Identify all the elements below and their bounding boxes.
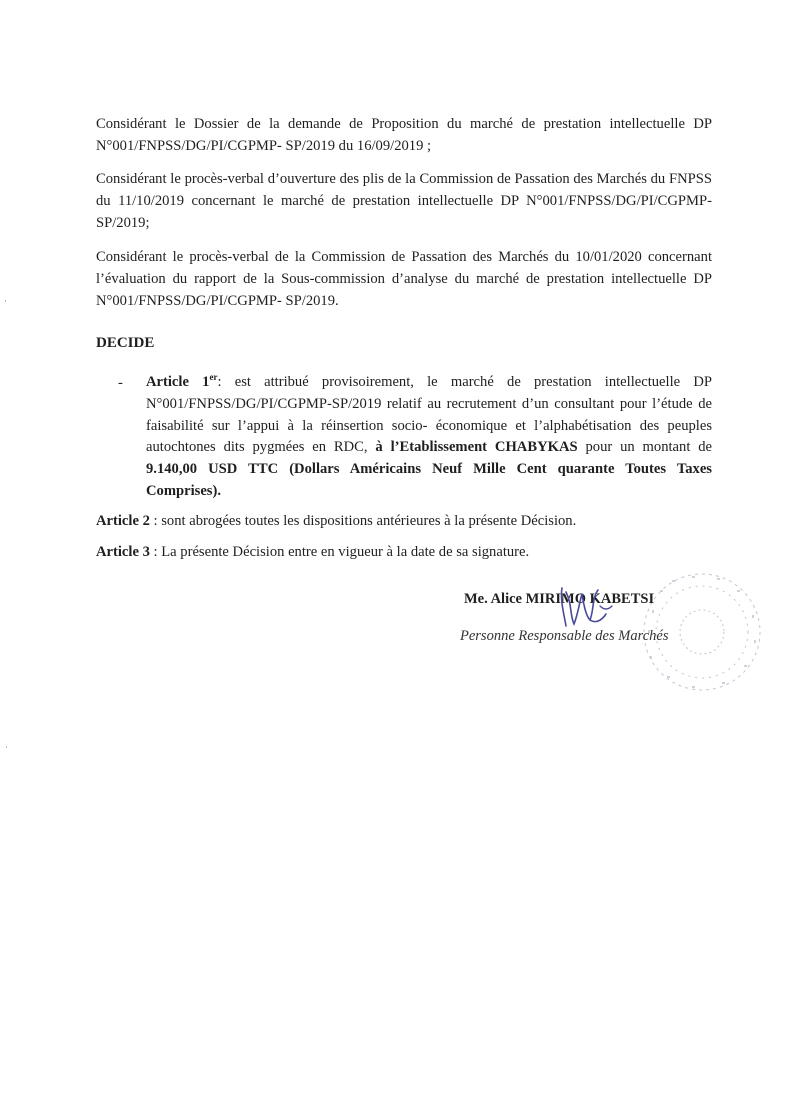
paragraph-considering-evaluation-report: Considérant le procès-verbal de la Commission de Passation des Marchés du 10/01/2020 concernant l’évaluation du rapport de la Sous-commission d’analyse du marché de prestation intellectuelle DP N°001/FNPSS/DG/PI/CGPMP- SP/2019.	[96, 249, 712, 309]
article-2	[96, 510, 712, 532]
decide-heading: DECIDE	[96, 335, 155, 351]
signatory-name: Me. Alice MIRIMO KABETSI	[464, 591, 655, 607]
bullet-dash: -	[118, 375, 123, 391]
article-1-awardee: à l’Etablissement CHABYKAS	[375, 439, 578, 456]
paragraph-considering-dossier: Considérant le Dossier de la demande de Proposition du marché de prestation intellectuelle DP N°001/FNPSS/DG/PI/CGPMP- SP/2019 du 16/09/2019 ;	[96, 116, 712, 154]
article-1	[146, 372, 712, 503]
handwritten-signature-icon	[540, 580, 620, 640]
article-1-sup: er	[209, 372, 218, 383]
article-3-text: : La présente Décision entre en vigueur à la date de sa signature.	[149, 544, 530, 560]
article-1-text-c: pour un montant de	[577, 439, 713, 456]
article-3-label: Article 3	[96, 544, 150, 560]
article-1-text-a: : est attribué provisoirement, le marché de prestation intellectuelle DP N°001/FNPSS/DG/PI/CGPMP-SP/2019 relatif au recrutement d’un consultant pour l’étude de faisabilité sur l’appui à la réinsertion socio- économique et l’alphabétisation des peuples autochtones dits pygmées en RDC,	[146, 374, 712, 456]
article-3	[96, 541, 712, 563]
article-1-label: Article 1	[146, 374, 210, 390]
article-2-label: Article 2	[96, 513, 150, 529]
signatory-title: Personne Responsable des Marchés	[460, 628, 669, 644]
paragraph-considering-opening-report: Considérant le procès-verbal d’ouverture des plis de la Commission de Passation des Marchés du FNPSS du 11/10/2019 concernant le marché de prestation intellectuelle DP N°001/FNPSS/DG/PI/CGPMP-SP/2019;	[96, 171, 712, 231]
article-2-text: : sont abrogées toutes les dispositions antérieures à la présente Décision.	[149, 513, 577, 529]
article-1-amount: 9.140,00 USD TTC (Dollars Américains Neuf Mille Cent quarante Toutes Taxes Comprises).	[146, 461, 712, 499]
